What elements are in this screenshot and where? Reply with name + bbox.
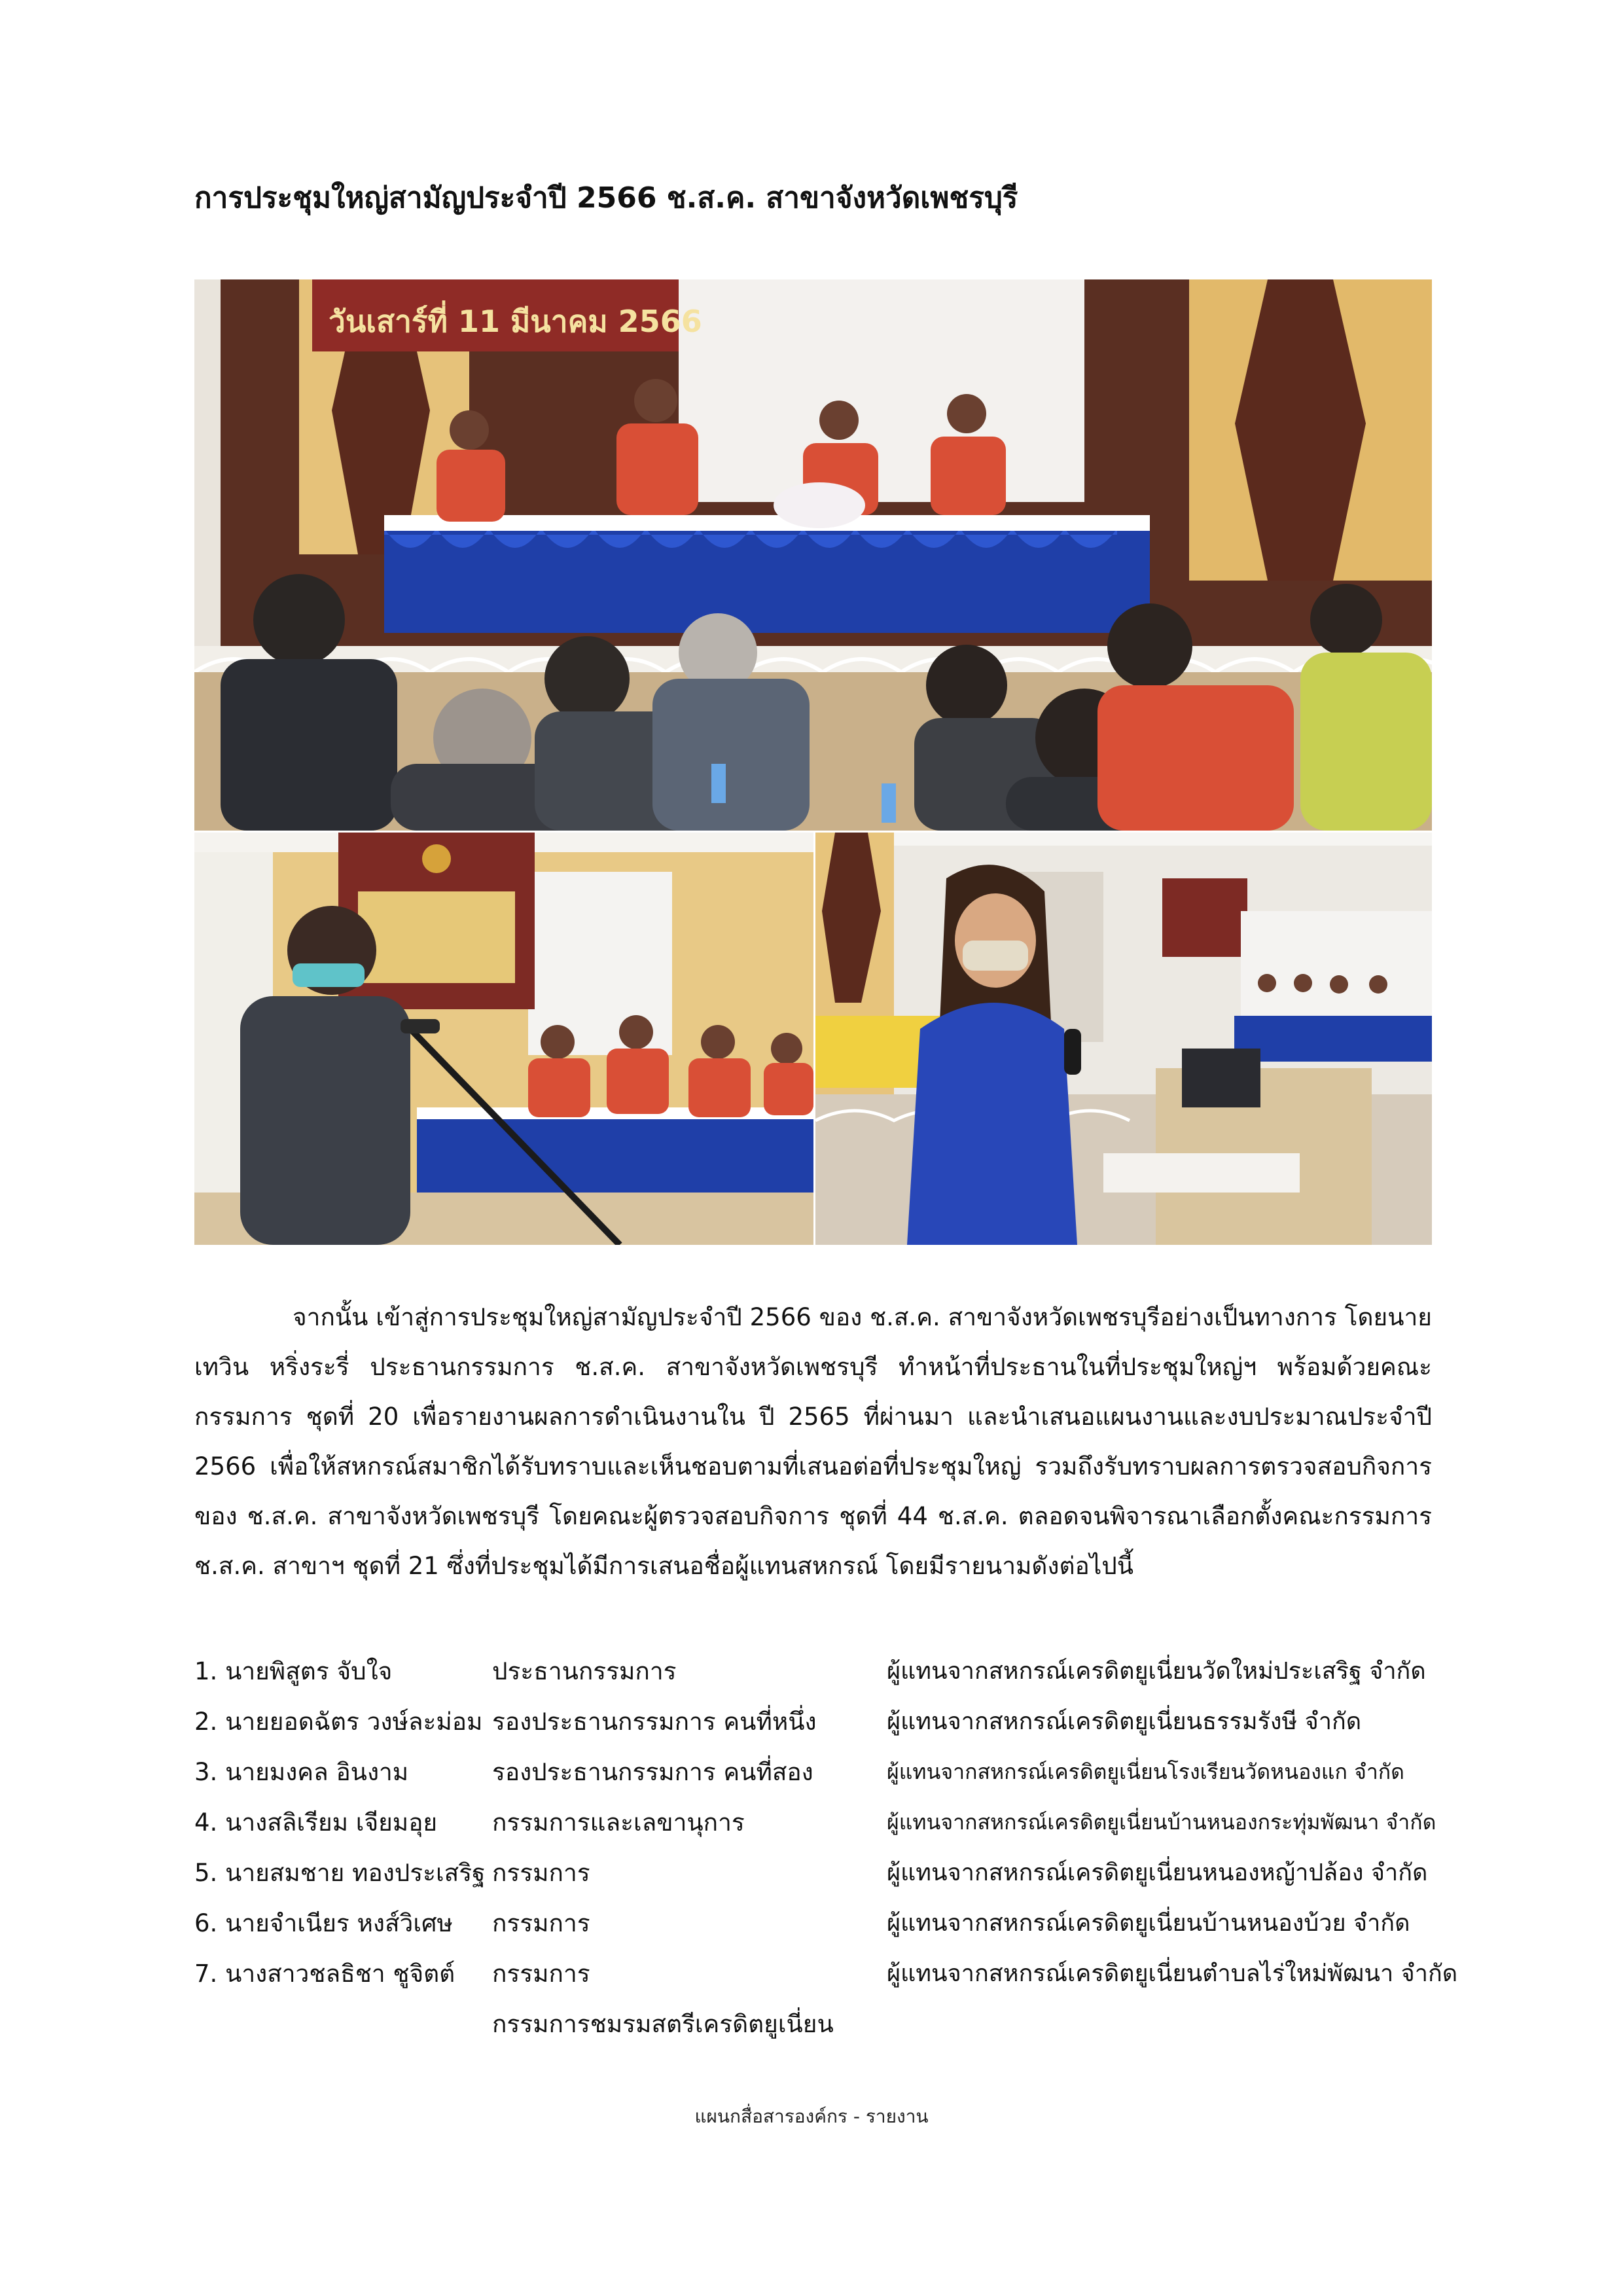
date-banner-text: วันเสาร์ที่ 11 มีนาคม 2566 [329,304,702,339]
member-name: 2. นายยอดฉัตร วงษ์ละม่อม [194,1708,483,1736]
member-role: กรรมการ [492,1909,590,1937]
list-item [194,1999,1438,2049]
member-org: ผู้แทนจากสหกรณ์เครดิตยูเนี่ยนบ้านหนองกระทุ่มพัฒนา จำกัด [887,1810,1436,1835]
member-role: ประธานกรรมการ [492,1657,677,1685]
member-org: ผู้แทนจากสหกรณ์เครดิตยูเนี่ยนตำบลไร่ใหม่พัฒนา จำกัด [887,1960,1458,1987]
list-item [194,1948,1458,1999]
member-name: 1. นายพิสูตร จับใจ [194,1657,393,1685]
list-item [194,1797,1438,1848]
list-item [194,1696,1438,1747]
member-org: ผู้แทนจากสหกรณ์เครดิตยูเนี่ยนธรรมรังษี จำกัด [887,1708,1362,1735]
list-item [194,1747,1438,1797]
page-title: การประชุมใหญ่สามัญประจำปี 2566 ช.ส.ค. สาขาจังหวัดเพชรบุรี [194,181,1018,215]
member-role: กรรมการชมรมสตรีเครดิตยูเนี่ยน [492,2010,834,2038]
member-role: กรรมการ [492,1859,590,1887]
meeting-photo-head-table [194,279,1432,831]
list-item [194,1848,1438,1898]
member-org: ผู้แทนจากสหกรณ์เครดิตยูเนี่ยนหนองหญ้าปล้อง จำกัด [887,1859,1428,1886]
member-role: กรรมการและเลขานุการ [492,1808,745,1837]
member-name: 6. นายจำเนียร หงส์วิเศษ [194,1909,453,1937]
member-name: 4. นางสลิเรียม เจียมอุย [194,1808,438,1837]
member-name: 7. นางสาวชลธิชา ชูจิตต์ [194,1960,455,1988]
member-org: ผู้แทนจากสหกรณ์เครดิตยูเนี่ยนวัดใหม่ประเสริฐ จำกัด [887,1658,1426,1685]
meeting-photo-speaker [194,833,813,1245]
member-org: ผู้แทนจากสหกรณ์เครดิตยูเนี่ยนบ้านหนองบ้วย จำกัด [887,1910,1410,1937]
member-role: รองประธานกรรมการ คนที่สอง [492,1758,813,1786]
member-role: กรรมการ [492,1960,590,1988]
meeting-photo-presenter [815,833,1432,1245]
member-name: 5. นายสมชาย ทองประเสริฐ [194,1859,486,1887]
list-item [194,1898,1438,1948]
member-role: รองประธานกรรมการ คนที่หนึ่ง [492,1708,817,1736]
list-item [194,1646,1438,1696]
body-paragraph: จากนั้น เข้าสู่การประชุมใหญ่สามัญประจำปี 2566 ของ ช.ส.ค. สาขาจังหวัดเพชรบุรีอย่างเป็นทางการ โดยนายเทวิน หริ่งระรี่ ประธานกรรมการ ช.ส.ค. สาขาจังหวัดเพชรบุรี ทำหน้าที่ประธานในที่ประชุมใหญ่ฯ พร้อมด้วยคณะกรรมการ ชุดที่ 20 เพื่อรายงานผลการดำเนินงานใน ปี 2565 ที่ผ่านมา และนำเสนอแผนงานและงบประมาณประจำปี 2566 เพื่อให้สหกรณ์สมาชิกได้รับทราบและเห็นชอบตามที่เสนอต่อที่ประชุมใหญ่ รวมถึงรับทราบผลการตรวจสอบกิจการ ของ ช.ส.ค. สาขาจังหวัดเพชรบุรี โดยคณะผู้ตรวจสอบกิจการ ชุดที่ 44 ช.ส.ค. ตลอดจนพิจารณาเลือกตั้งคณะกรรมการ ช.ส.ค. สาขาฯ ชุดที่ 21 ซึ่งที่ประชุมได้มีการเสนอชื่อผู้แทนสหกรณ์ โดยมีรายนามดังต่อไปนี้ [194,1303,1432,1580]
page-footer: แผนกสื่อสารองค์กร - รายงาน [694,2106,929,2127]
committee-list [194,1646,1458,2049]
member-org: ผู้แทนจากสหกรณ์เครดิตยูเนี่ยนโรงเรียนวัดหนองแก จำกัด [887,1759,1404,1784]
member-name: 3. นายมงคล อินงาม [194,1758,409,1786]
